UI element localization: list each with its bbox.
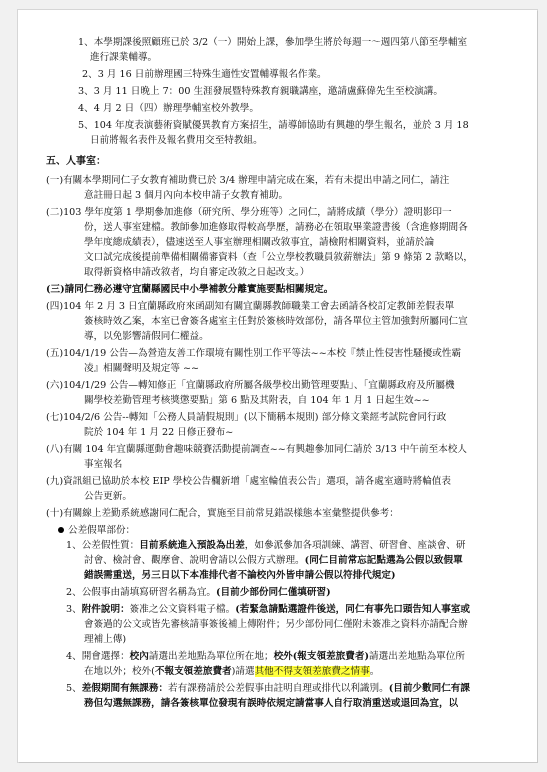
- section4-item-2: [46, 67, 516, 82]
- text-line: (一)有關本學期同仁子女教育補助費已於 3/4 辦理申請完成在案，若有未提出申請之同仁，請注: [46, 175, 450, 186]
- section5-item: [46, 410, 516, 440]
- item-number: 2、: [66, 587, 82, 598]
- text-line: (十)有關線上差勤系統感謝同仁配合，實施至目前常見錯誤樣態本室彙整提供參考：: [46, 508, 399, 519]
- text-line: 文口試完成後提前準備相關備審資料（查「公立學校教職員敘薪辦法」第 9 條第 2 款略以，: [84, 252, 473, 263]
- section5-item: [46, 506, 516, 521]
- text-span: 公假事由請填寫研習名稱為宜。: [81, 587, 217, 598]
- text-line: 5、104 年度表演藝術資賦優異教育方案招生，請導師協助有興趣的學生報名，並於 3 月 18: [78, 120, 469, 131]
- section5-item: [46, 378, 516, 408]
- text-line: (三)請同仁務必遵守宜蘭縣國民中小學補教分離實施要點相關規定。: [46, 284, 334, 295]
- text-span: 討會、檢討會、觀摩會、說明會請以公假方式辦理。: [84, 555, 305, 566]
- text-line: 事室報名: [84, 459, 123, 470]
- text-span: 請選出差地點為單位所: [369, 651, 465, 662]
- text-span: 請選出差地點為單位所在地；: [148, 651, 274, 662]
- item-number: 5、: [66, 683, 82, 694]
- text-span: )請選: [231, 666, 255, 677]
- section5-item: [46, 442, 516, 472]
- text-line: [46, 602, 516, 617]
- text-span: 附件說明：: [81, 604, 130, 615]
- text-span: 若有課務請於公差假事由註明自理或排代以利識別。: [168, 683, 389, 694]
- section5-item: [46, 205, 516, 280]
- text-line: (五)104/1/19 公告—為營造友善工作環境有關性別工作平等法~~本校『禁止性侵害性騷擾或性霸: [46, 348, 462, 359]
- text-span: 。: [369, 666, 380, 677]
- text-span: 開會選擇：: [81, 651, 130, 662]
- item-number: 4、: [66, 651, 82, 662]
- text-line: [46, 553, 516, 568]
- text-line: 會簽過的公文或皆先審核請事簽後補上傳附件；另少部份同仁僅附未簽准之資料亦請配合辦: [84, 619, 468, 630]
- text-line: (四)104 年 2 月 3 日宜蘭縣政府來函副知有關宜蘭縣教師職業工會去函請各校訂定教師差假表單: [46, 301, 455, 312]
- text-span: 校內: [129, 651, 149, 662]
- item-number: 3、: [66, 604, 82, 615]
- text-line: 導，以免影響請假同仁權益。: [84, 331, 209, 342]
- text-line: (七)104/2/6 公告--轉知「公務人員請假規則」(以下簡稱本規則) 部分條文業經考試院會同行政: [46, 412, 447, 423]
- section-title: 五、人事室：: [46, 156, 106, 167]
- text-line: 3、3 月 11 日晚上 7：00 生涯發展暨特殊教育親職講座，邀請盧蘇偉先生至校演講。: [78, 86, 443, 97]
- section5-item: [46, 282, 516, 297]
- bullet-dot-icon: [58, 527, 64, 533]
- leave-item-2: [46, 585, 516, 600]
- text-line: (九)資訊組已協助於本校 EIP 學校公告欄新增「處室輪值表公告」選項，請各處室適時將輪值表: [46, 476, 451, 487]
- text-span: 目前系統進入預設為出差: [139, 540, 245, 551]
- text-line: 公告更新。: [84, 491, 132, 502]
- text-line: 錯誤需重送，另三日以下本准排代者不論校內外皆申請公假以符排代規定): [84, 570, 396, 581]
- text-line: (二)103 學年度第 1 學期參加進修（研究所、學分班等）之同仁，請將成績（學分）證明影印一: [46, 207, 452, 218]
- section5-item: [46, 474, 516, 504]
- text-line: 1、本學期課後照顧班已於 3/2（一）開始上課，參加學生將於每週一～週四第八節至學輔室: [78, 37, 468, 48]
- leave-item-5: [46, 681, 516, 711]
- document-page: [18, 10, 537, 762]
- text-line: 院於 104 年 1 月 22 日修正發布~: [84, 427, 234, 438]
- item-number: 1、: [66, 540, 82, 551]
- text-line: 理補上傳): [84, 634, 127, 645]
- section5-item: [46, 173, 516, 203]
- text-line: [46, 681, 516, 696]
- text-span: 在地以外；校外(: [84, 666, 155, 677]
- text-span: 校外(報支領差旅費者): [273, 651, 370, 662]
- text-span: (目前少部份同仁僅填研習): [216, 587, 331, 598]
- leave-heading-row: [46, 523, 516, 538]
- leave-item-1: [46, 538, 516, 583]
- section5-item: [46, 346, 516, 376]
- leave-heading: 公差假單部份：: [68, 525, 136, 536]
- text-line: (八)有關 104 年宜蘭縣運動會趣味競賽活動提前調查~~有興趣參加同仁請於 3/13 中午前至本校人: [46, 444, 467, 455]
- text-line: 份，送人事室建檔。教師參加進修取得較高學歷，請務必在領取畢業證書後（含進修期間各: [84, 222, 468, 233]
- text-span: (目前少數同仁有課: [388, 683, 470, 694]
- text-line: 4、4 月 2 日（四）辦理學輔室校外教學。: [78, 103, 259, 114]
- section4-item-1: [46, 35, 516, 65]
- text-span: 不報支領差旅費者: [154, 666, 232, 677]
- text-line: 取得新資格申請改敘者，均自審定改敘之日起改支。）: [84, 267, 310, 278]
- highlighted-text: 其他不得支領差旅費之情事: [254, 666, 370, 677]
- leave-item-4: [46, 649, 516, 679]
- section4-item-4: [46, 101, 516, 116]
- text-line: 關學校差勤管理考核獎懲要點」第 6 點及其附表，自 104 年 1 月 1 日起生效~~: [84, 395, 430, 406]
- text-line: 2、3 月 16 日前辦理國三特殊生適性安置輔導報名作業。: [82, 69, 327, 80]
- text-line: 簽核時效乙案，本室已會簽各處室主任對於簽核時效部份，請各單位主管加強對所屬同仁宣: [84, 316, 468, 327]
- section4-list: [46, 35, 516, 148]
- text-line: [46, 664, 516, 679]
- leave-item-3: [46, 602, 516, 647]
- text-span: 差假期間有無課務：: [81, 683, 169, 694]
- text-line: 學年度總成績表），儘速送至人事室辦理相關改敘事宜，請檢附相關資料，並請於論: [84, 237, 435, 248]
- text-span: ，如參派參加各項訓練、講習、研習會、座談會、研: [244, 540, 466, 551]
- text-line: [46, 649, 516, 664]
- text-span: (若緊急請點選證件後送，同仁有事先口頭告知人事室或: [235, 604, 470, 615]
- text-line: 進行課業輔導。: [90, 52, 158, 63]
- text-span: (同仁目前常忘記點選為公假以致假單: [304, 555, 463, 566]
- section5-item: [46, 299, 516, 344]
- document-content: [46, 35, 516, 713]
- section4-item-3: [46, 84, 516, 99]
- text-line: (六)104/1/29 公告—轉知修正「宜蘭縣政府所屬各級學校出勤管理要點」、「宜蘭縣政府及所屬機: [46, 380, 455, 391]
- text-line: [46, 538, 516, 553]
- text-span: 簽准之公文資料電子檔。: [129, 604, 236, 615]
- section5-list: [46, 173, 516, 521]
- text-line: 意註冊日起 3 個月內向本校申請子女教育補助。: [84, 190, 289, 201]
- text-line: [46, 585, 516, 600]
- text-line: 凌』相關聲明及規定等 ~~: [84, 363, 200, 374]
- text-line: 日前將報名表件及報名費用交至特教組。: [90, 135, 263, 146]
- text-line: 務但勾選無課務，請各簽核單位發現有誤時依規定請當事人自行取消重送或退回為宜，以: [84, 698, 459, 709]
- text-span: 公差假性質：: [81, 540, 140, 551]
- section4-item-5: [46, 118, 516, 148]
